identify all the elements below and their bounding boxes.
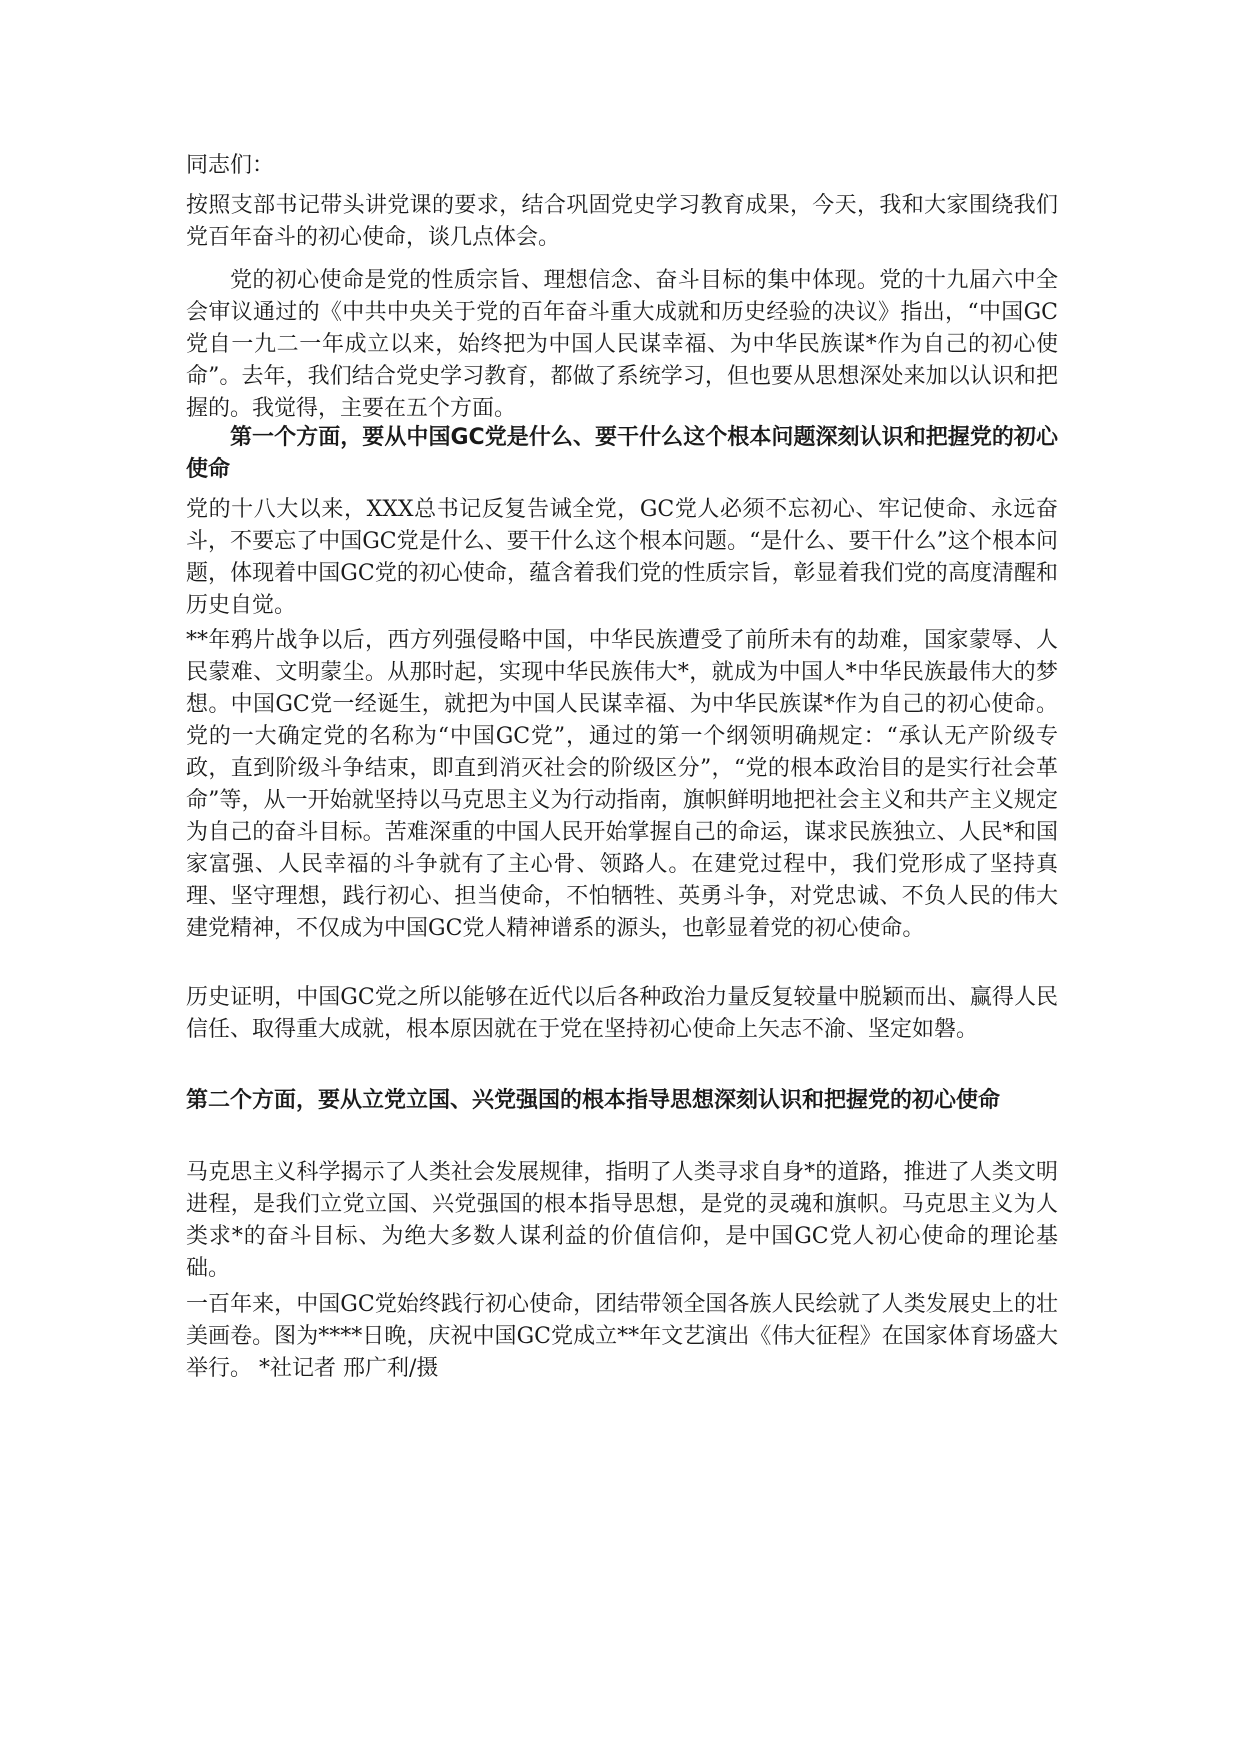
paragraph-history: **年鸦片战争以后，西方列强侵略中国，中华民族遭受了前所未有的劫难，国家蒙辱、人民蒙难、文明蒙尘。从那时起，实现中华民族伟大*，就成为中国人*中华民族最伟大的梦想。中国GC党一经诞生，就把为中国人民谋幸福、为中华民族谋*作为自己的初心使命。党的一大确定党的名称为“中国GC党”，通过的第一个纲领明确规定：“承认无产阶级专政，直到阶级斗争结束，即直到消灭社会的阶级区分”，“党的根本政治目的是实行社会革命”等，从一开始就坚持以马克思主义为行动指南，旗帜鲜明地把社会主义和共产主义规定为自己的奋斗目标。苦难深重的中国人民开始掌握自己的命运，谋求民族独立、人民*和国家富强、人民幸福的斗争就有了主心骨、领路人。在建党过程中，我们党形成了坚持真理、坚守理想，践行初心、担当使命，不怕牺牲、英勇斗争，对党忠诚、不负人民的伟大建党精神，不仅成为中国GC党人精神谱系的源头，也彰显着党的初心使命。 [186, 628, 1058, 941]
section-heading-2: 第二个方面，要从立党立国、兴党强国的根本指导思想深刻认识和把握党的初心使命 [186, 1088, 1001, 1113]
salutation: 同志们： [186, 153, 275, 178]
section-heading-1: 第一个方面，要从中国GC党是什么、要干什么这个根本问题深刻认识和把握党的初心使命 [186, 425, 1058, 482]
intro-paragraph: 按照支部书记带头讲党课的要求，结合巩固党史学习教育成果，今天，我和大家围绕我们党百年奋斗的初心使命，谈几点体会。 [186, 193, 1058, 250]
paragraph-photo-caption: 一百年来，中国GC党始终践行初心使命，团结带领全国各族人民绘就了人类发展史上的壮美画卷。图为****日晚，庆祝中国GC党成立**年文艺演出《伟大征程》在国家体育场盛大举行。 *社记者 邢广利/摄 [186, 1292, 1058, 1381]
paragraph-what-party-is: 党的十八大以来，XXX总书记反复告诫全党，GC党人必须不忘初心、牢记使命、永远奋斗，不要忘了中国GC党是什么、要干什么这个根本问题。“是什么、要干什么”这个根本问题，体现着中国GC党的初心使命，蕴含着我们党的性质宗旨，彰显着我们党的高度清醒和历史自觉。 [186, 497, 1058, 618]
paragraph-history-proves: 历史证明，中国GC党之所以能够在近代以后各种政治力量反复较量中脱颖而出、赢得人民信任、取得重大成就，根本原因就在于党在坚持初心使命上矢志不渝、坚定如磐。 [186, 985, 1058, 1042]
paragraph-initial-mission: 党的初心使命是党的性质宗旨、理想信念、奋斗目标的集中体现。党的十九届六中全会审议通过的《中共中央关于党的百年奋斗重大成就和历史经验的决议》指出，“中国GC党自一九二一年成立以来，始终把为中国人民谋幸福、为中华民族谋*作为自己的初心使命”。去年，我们结合党史学习教育，都做了系统学习，但也要从思想深处来加以认识和把握的。我觉得，主要在五个方面。 [186, 268, 1058, 421]
paragraph-marxism: 马克思主义科学揭示了人类社会发展规律，指明了人类寻求自身*的道路，推进了人类文明进程，是我们立党立国、兴党强国的根本指导思想，是党的灵魂和旗帜。马克思主义为人类求*的奋斗目标、为绝大多数人谋利益的价值信仰，是中国GC党人初心使命的理论基础。 [186, 1160, 1058, 1281]
